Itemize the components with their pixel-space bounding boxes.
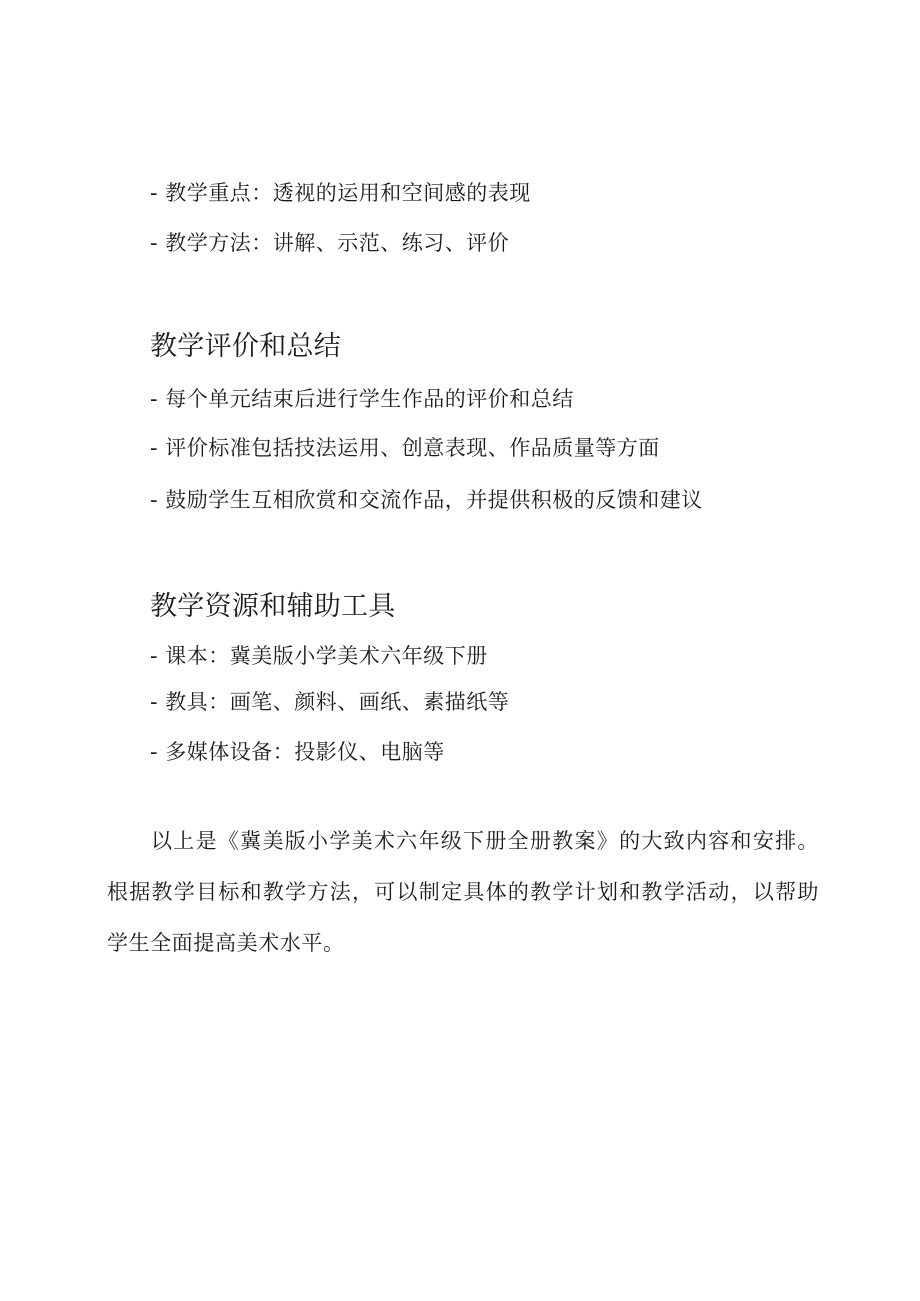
resources-list-item: - 教具：画笔、颜料、画纸、素描纸等 [150,690,510,714]
resources-section-heading: 教学资源和辅助工具 [150,591,396,622]
resources-list-item: - 课本：冀美版小学美术六年级下册 [150,644,488,668]
teaching-method-item: - 教学方法：讲解、示范、练习、评价 [150,231,510,255]
evaluation-list-item: - 鼓励学生互相欣赏和交流作品，并提供积极的反馈和建议 [150,488,703,512]
evaluation-section-heading: 教学评价和总结 [150,331,342,362]
teaching-focus-item: - 教学重点：透视的运用和空间感的表现 [150,181,531,205]
resources-list-item: - 多媒体设备：投影仪、电脑等 [150,740,445,764]
evaluation-list-item: - 评价标准包括技法运用、创意表现、作品质量等方面 [150,436,660,460]
evaluation-list-item: - 每个单元结束后进行学生作品的评价和总结 [150,387,574,411]
conclusion-paragraph: 以上是《冀美版小学美术六年级下册全册教案》的大致内容和安排。根据教学目标和教学方法，可以制定具体的教学计划和教学活动，以帮助学生全面提高美术水平。 [107,829,819,955]
